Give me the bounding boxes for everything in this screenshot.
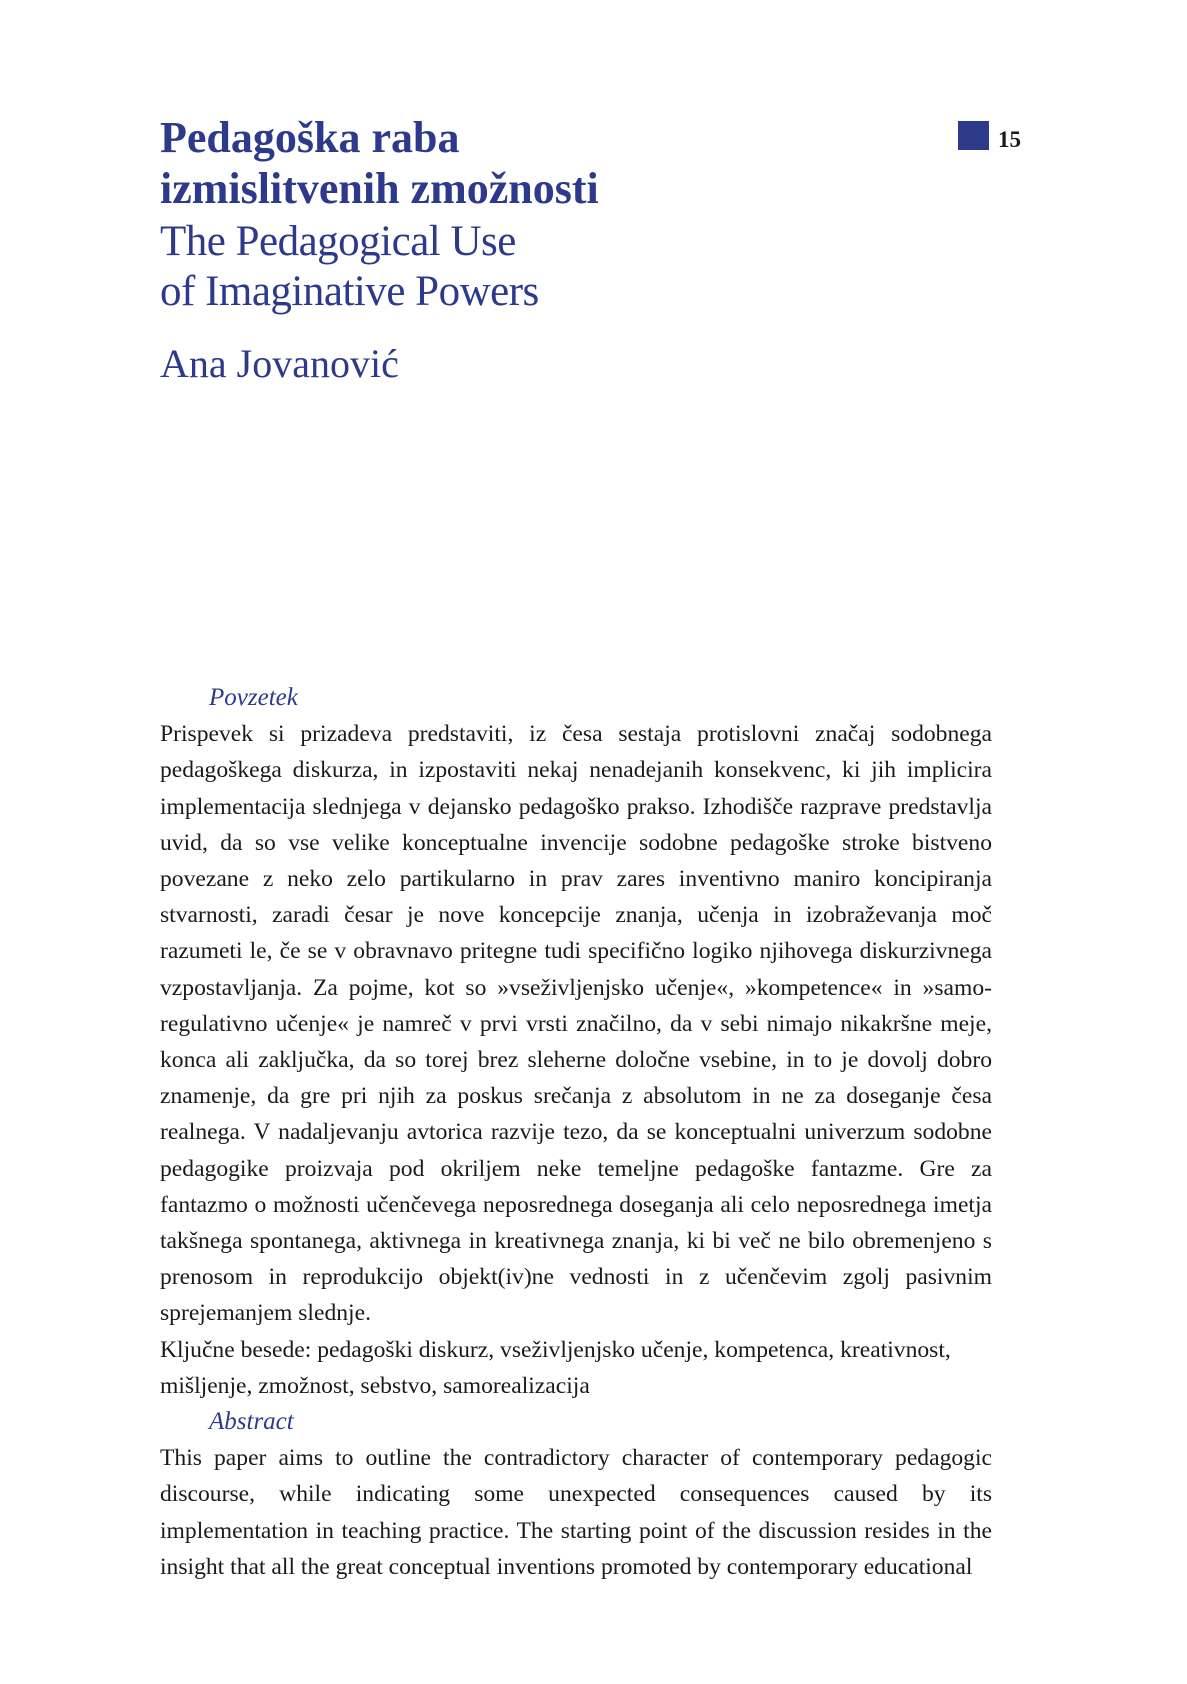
title-block — [160, 112, 920, 388]
page-number: 15 — [998, 127, 1021, 152]
title-slovenian-line-1: Pedagoška raba — [160, 113, 460, 162]
title-slovenian-line-2: izmislitvenih zmožnosti — [160, 164, 599, 213]
povzetek-heading: Povzetek — [209, 684, 298, 711]
author-name: Ana Jovanović — [160, 341, 399, 386]
abstract-text: This paper aims to outline the contradictory character of contemporary pedagogic discourse, while indicating some unexpected consequences caused by its implementation in teaching practice. The starting point of the discussion resides in the insight that all the great conceptual inventions promoted by contemporary educational — [160, 1445, 992, 1580]
title-english — [160, 217, 920, 317]
title-english-line-2: of Imaginative Powers — [160, 268, 539, 315]
abstract-heading: Abstract — [209, 1408, 294, 1436]
slovenian-keywords: Ključne besede: pedagoški diskurz, vseživljenjsko učenje, kompetenca, kreativnost, mišljenje, zmožnost, sebstvo, samorealizacija — [160, 1336, 951, 1399]
povzetek-text: Prispevek si prizadeva predstaviti, iz česa sestaja protislovni značaj sodobnega pedagoškega diskurza, in izpostaviti nekaj nenadejanih konsekvenc, ki jih implicira implementacija slednjega v dejansko pedagoško prakso. Izhodišče razprave predstavlja uvid, da so vse velike konceptualne invencije sodobne pedagoške stroke bistveno povezane z neko zelo partikularno in prav zares inventivno maniro koncipiranja stvarnosti, zaradi česar je nove koncepcije znanja, učenja in izobraževanja moč razumeti le, če se v obravnavo pritegne tudi specifično logiko njihovega diskurzivnega vzpostavljanja. Za pojme, kot so »vseživljenjsko učenje«, »kompetence« in »samo-regulativno učenje« je namreč v prvi vrsti značilno, da v sebi nimajo nikakršne meje, konca ali zaključka, da so torej brez sleherne določne vsebine, in to je dovolj dobro znamenje, da gre pri njih za poskus srečanja z absolutom in ne za doseganje česa realnega. V nadaljevanju avtorica razvije tezo, da se konceptualni univerzum sodobne pedagogike proizvaja pod okriljem neke temeljne pedagoške fantazme. Gre za fantazmo o možnosti učenčevega neposrednega doseganja ali celo neposrednega imetja takšnega spontanega, aktivnega in kreativnega znanja, ki bi več ne bilo obremenjeno s prenosom in reprodukcijo objekt(iv)ne vednosti in z učenčevim zgolj pasivnim sprejemanjem slednje. — [160, 721, 992, 1327]
title-slovenian — [160, 112, 920, 214]
abstract-body — [160, 680, 992, 1585]
page-marker-square — [958, 121, 989, 150]
title-english-line-1: The Pedagogical Use — [160, 218, 516, 265]
